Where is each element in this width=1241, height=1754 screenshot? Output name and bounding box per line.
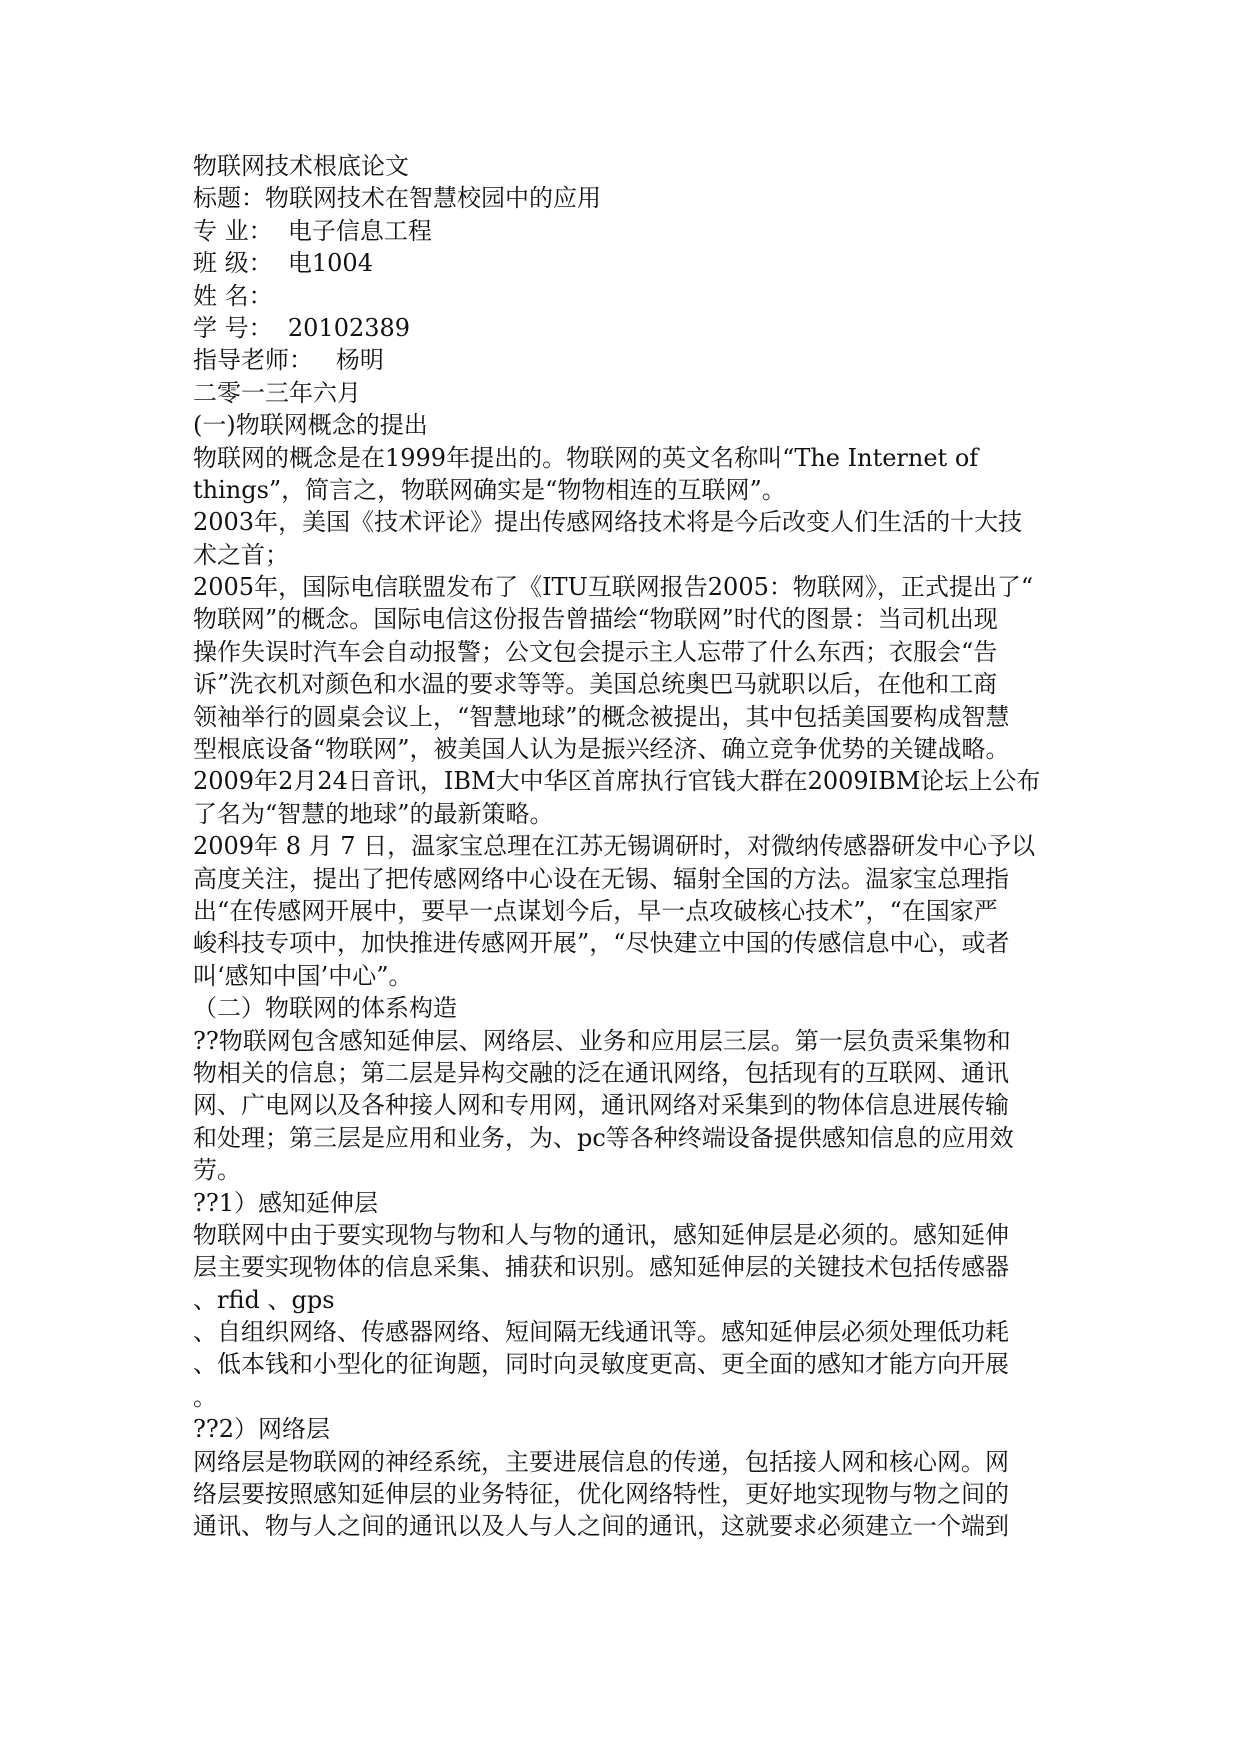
text-line: 峻科技专项中，加快推进传感网开展”，“尽快建立中国的传感信息中心，或者 [193,929,1010,958]
text-line: 、低本钱和小型化的征询题，同时向灵敏度更高、更全面的感知才能方向开展 [193,1350,1009,1379]
text-line: 通讯、物与人之间的通讯以及人与人之间的通讯，这就要求必须建立一个端到 [193,1512,1009,1541]
text-line: 班 级： 电1004 [193,249,373,278]
text-line: 物联网的概念是在1999年提出的。物联网的英文名称叫“The Internet of [193,443,979,472]
text-line: 2003年，美国《技术评论》提出传感网络技术将是今后改变人们生活的十大技 [193,508,1023,537]
text-line: 高度关注，提出了把传感网络中心设在无锡、辐射全国的方法。温家宝总理指 [193,864,1009,893]
text-line: 专 业： 电子信息工程 [193,216,432,245]
text-line: 学 号： 20102389 [193,313,411,342]
text-line: ??2）网络层 [193,1415,331,1444]
text-line: 型根底设备“物联网”，被美国人认为是振兴经济、确立竞争优势的关键战略。 [193,735,1010,764]
text-line: 姓 名： [193,281,273,310]
text-line: 二零一三年六月 [193,378,361,407]
text-line: 劳。 [193,1156,241,1185]
text-line: 网络层是物联网的神经系统，主要进展信息的传递，包括接人网和核心网。网 [193,1447,1009,1476]
text-line: 。 [193,1382,217,1411]
text-line: ??物联网包含感知延伸层、网络层、业务和应用层三层。第一层负责采集物和 [193,1026,1011,1055]
text-line: 领袖举行的圆桌会议上，“智慧地球”的概念被提出，其中包括美国要构成智慧 [193,702,1010,731]
text-line: 网、广电网以及各种接人网和专用网，通讯网络对采集到的物体信息进展传输 [193,1091,1009,1120]
text-line: （二）物联网的体系构造 [193,994,457,1023]
text-line: 操作失误时汽车会自动报警；公文包会提示主人忘带了什么东西；衣服会“告 [193,637,998,666]
text-line: 物相关的信息；第二层是异构交融的泛在通讯网络，包括现有的互联网、通讯 [193,1058,1009,1087]
text-line: things”，简言之，物联网确实是“物物相连的互联网”。 [193,475,786,504]
text-line: 2009年 8 月 7 日，温家宝总理在江苏无锡调研时，对微纳传感器研发中心予以 [193,832,1036,861]
text-line: 叫‘感知中国’中心”。 [193,961,413,990]
text-line: 物联网中由于要实现物与物和人与物的通讯，感知延伸层是必须的。感知延伸 [193,1220,1009,1249]
text-line: 层主要实现物体的信息采集、捕获和识别。感知延伸层的关键技术包括传感器 [193,1253,1009,1282]
text-line: ??1）感知延伸层 [193,1188,379,1217]
text-line: 出“在传感网开展中，要早一点谋划今后，早一点攻破核心技术”，“在国家严 [193,896,998,925]
text-line: 络层要按照感知延伸层的业务特征，优化网络特性，更好地实现物与物之间的 [193,1480,1009,1509]
text-line: 指导老师： 杨明 [193,346,384,375]
text-line: 和处理；第三层是应用和业务，为、pc等各种终端设备提供感知信息的应用效 [193,1123,1014,1152]
text-line: 、自组织网络、传感器网络、短间隔无线通讯等。感知延伸层必须处理低功耗 [193,1318,1009,1347]
text-line: 2005年，国际电信联盟发布了《ITU互联网报告2005：物联网》，正式提出了“ [193,573,1034,602]
text-line: 物联网技术根底论文 [193,152,409,180]
text-line: 了名为“智慧的地球”的最新策略。 [193,799,554,828]
text-line: 2009年2月24日音讯，IBM大中华区首席执行官钱大群在2009IBM论坛上公布 [193,767,1041,796]
document-body [193,150,1053,1543]
text-line: 标题：物联网技术在智慧校园中的应用 [193,184,601,213]
text-line: 术之首； [193,540,289,569]
text-line: 物联网”的概念。国际电信这份报告曾描绘“物联网”时代的图景：当司机出现 [193,605,998,634]
text-line: 、rfid 、gps [193,1285,335,1314]
text-line: (一)物联网概念的提出 [193,411,428,440]
text-line: 诉”洗衣机对颜色和水温的要求等等。美国总统奥巴马就职以后，在他和工商 [193,670,998,699]
